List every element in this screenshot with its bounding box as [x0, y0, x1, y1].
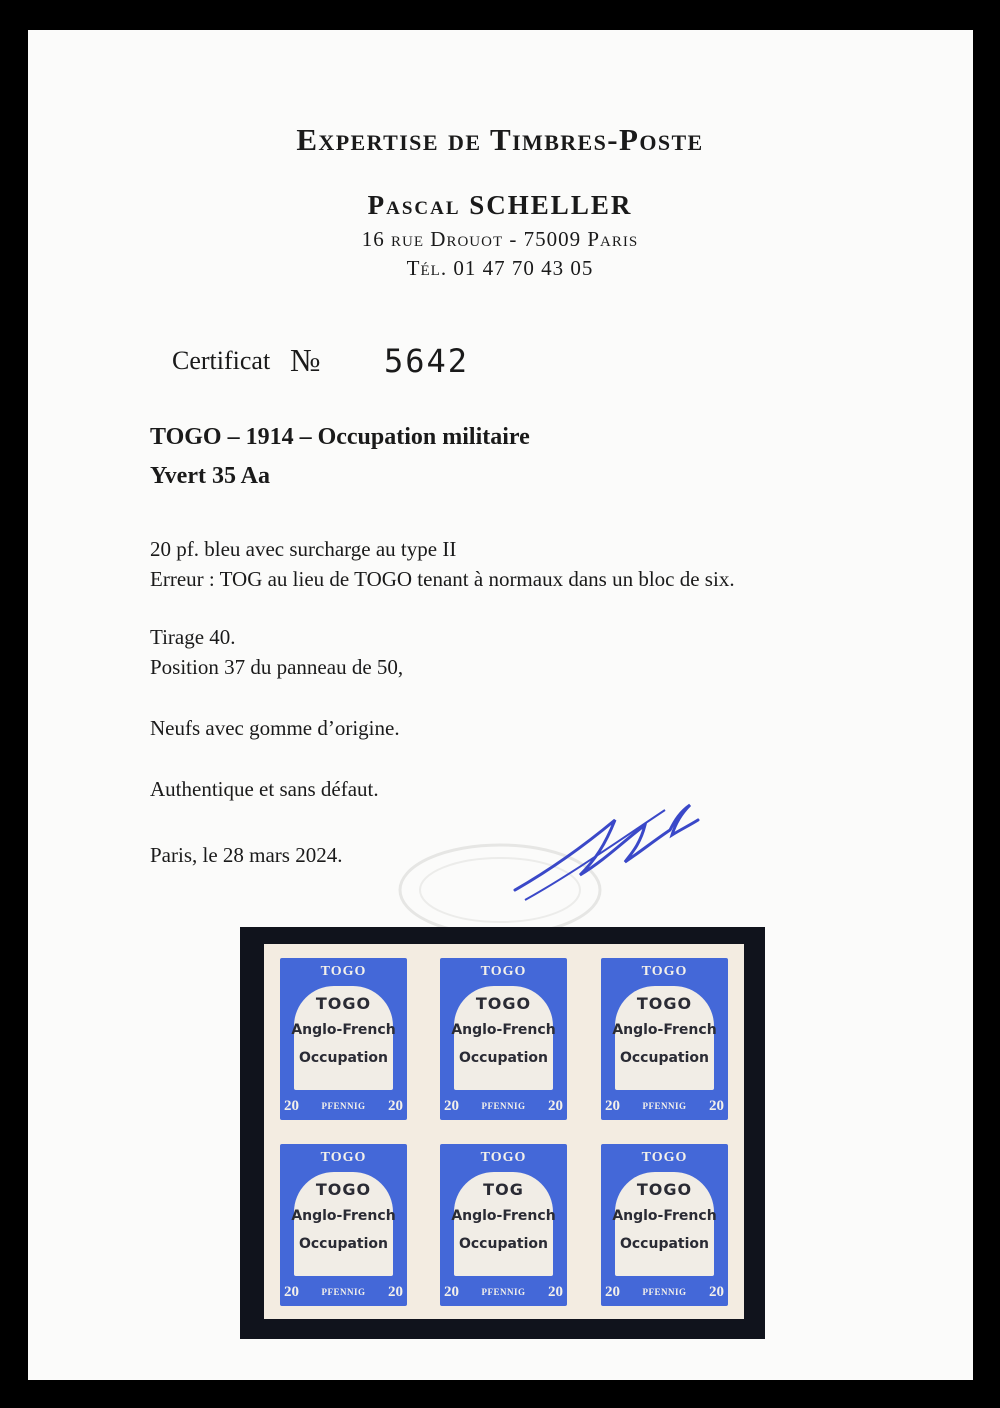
stamp-error-tog [432, 1136, 575, 1314]
stamp-overprint-line: TOGO [636, 1180, 693, 1199]
stamp-value: 20 [548, 1283, 563, 1300]
description-line: Authentique et sans défaut. [150, 777, 379, 801]
stamp-value: 20 [605, 1283, 620, 1300]
stamp-country: TOGO [480, 964, 527, 979]
certificate-title: Expertise de Timbres-Poste [296, 122, 704, 157]
description-line: 20 pf. bleu avec surcharge au type II [150, 537, 457, 561]
description-line: Erreur : TOG au lieu de TOGO tenant à normaux dans un bloc de six. [150, 567, 735, 591]
description-line: Tirage 40. [150, 625, 236, 649]
stamp-denomination: PFENNIG [321, 1287, 366, 1297]
subject-line-1: TOGO – 1914 – Occupation militaire [150, 424, 530, 450]
stamp-overprint-line: Occupation [458, 1236, 548, 1252]
stamp-face [280, 958, 407, 1120]
stamp-value: 20 [444, 1283, 459, 1300]
stamp-denomination: PFENNIG [642, 1287, 687, 1297]
stamp-overprint-line: TOGO [636, 994, 693, 1013]
stamp-value: 20 [388, 1097, 403, 1114]
stamp-face [280, 1144, 407, 1306]
stamp-overprint-line: Anglo-French [291, 1022, 396, 1038]
stamp-denomination: PFENNIG [321, 1101, 366, 1111]
certificate-label: Certificat [172, 346, 271, 375]
stamp-value-row [444, 1095, 563, 1117]
stamp [593, 1136, 736, 1314]
stamp-value: 20 [605, 1097, 620, 1114]
stamp-overprint-line: Anglo-French [291, 1208, 396, 1224]
stamp [593, 950, 736, 1128]
stamp-overprint-line: Occupation [619, 1050, 709, 1066]
stamp [272, 1136, 415, 1314]
stamp-face [601, 1144, 728, 1306]
stamp-country: TOGO [641, 1150, 688, 1165]
stamp-denomination: PFENNIG [642, 1101, 687, 1111]
stamp-overprint-line: TOG [483, 1180, 524, 1199]
stamp-face [440, 1144, 567, 1306]
stamp [432, 950, 575, 1128]
subject-line-2: Yvert 35 Aa [150, 463, 270, 489]
stamp [272, 950, 415, 1128]
certificate-number-sign: № [290, 342, 321, 378]
stamp-overprint-line: Occupation [298, 1050, 388, 1066]
description-line: Position 37 du panneau de 50, [150, 655, 404, 679]
stamp-country: TOGO [320, 964, 367, 979]
description-line: Paris, le 28 mars 2024. [150, 843, 343, 867]
stamp-value-row [605, 1281, 724, 1303]
stamp-value-row [284, 1281, 403, 1303]
stamp-overprint-line: TOGO [315, 1180, 372, 1199]
stamp-value: 20 [709, 1097, 724, 1114]
stamp-block-sheet [264, 944, 744, 1319]
stamp-country: TOGO [480, 1150, 527, 1165]
stamp-country: TOGO [320, 1150, 367, 1165]
expert-name: Pascal SCHELLER [367, 190, 633, 220]
stamp-value: 20 [709, 1283, 724, 1300]
stamp-overprint-line: Anglo-French [612, 1208, 717, 1224]
description-line: Neufs avec gomme d’origine. [150, 716, 400, 740]
stamp-overprint-line: Occupation [298, 1236, 388, 1252]
stamp-value: 20 [444, 1097, 459, 1114]
stamp-value-row [605, 1095, 724, 1117]
stamp-value: 20 [284, 1283, 299, 1300]
stamp-value: 20 [284, 1097, 299, 1114]
expert-telephone: Tél. 01 47 70 43 05 [406, 256, 594, 280]
stamp-face [601, 958, 728, 1120]
stamp-value: 20 [388, 1283, 403, 1300]
stamp-overprint-line: TOGO [475, 994, 532, 1013]
stamp-face [440, 958, 567, 1120]
stamp-overprint-line: Occupation [619, 1236, 709, 1252]
expert-address: 16 rue Drouot - 75009 Paris [361, 227, 639, 251]
stamp-denomination: PFENNIG [481, 1287, 526, 1297]
stamp-overprint-line: Anglo-French [612, 1022, 717, 1038]
stamp-overprint-line: TOGO [315, 994, 372, 1013]
stamp-value-row [444, 1281, 563, 1303]
stamp-overprint-line: Anglo-French [451, 1022, 556, 1038]
stamp-value-row [284, 1095, 403, 1117]
stamp-country: TOGO [641, 964, 688, 979]
stamp-overprint-line: Occupation [458, 1050, 548, 1066]
stamp-value: 20 [548, 1097, 563, 1114]
stamp-overprint-line: Anglo-French [451, 1208, 556, 1224]
stamp-denomination: PFENNIG [481, 1101, 526, 1111]
expert-signature [500, 790, 710, 910]
certificate-number: 5642 [384, 342, 470, 380]
